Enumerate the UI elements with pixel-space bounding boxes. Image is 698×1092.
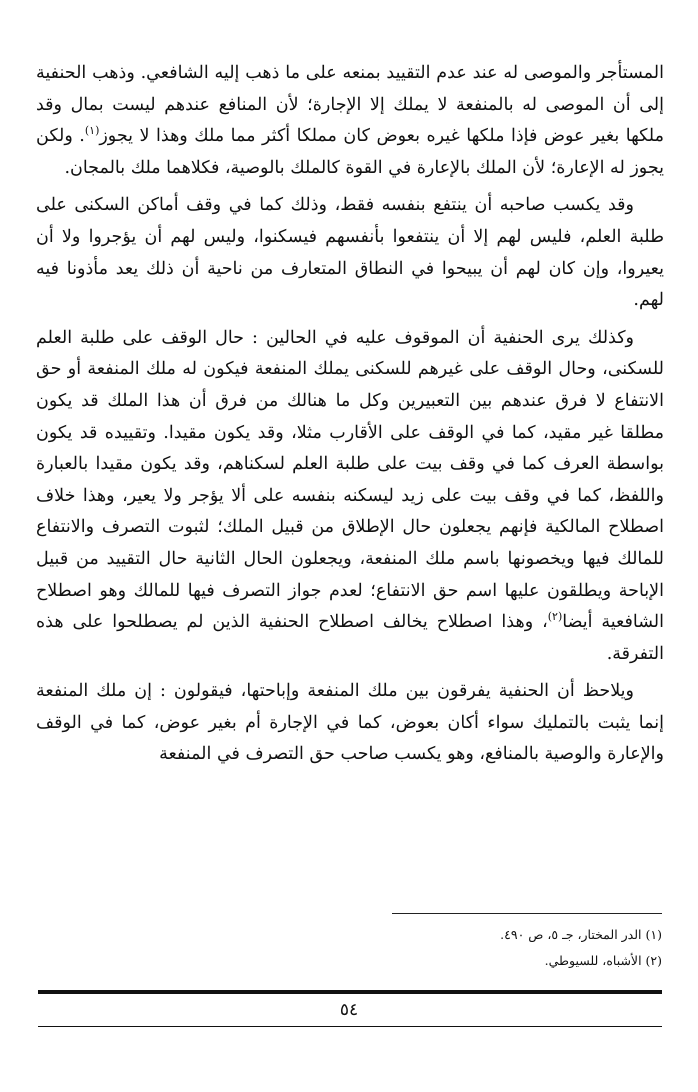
- paragraph-1-part-2: . ولكن يجوز له الإعارة؛ لأن الملك بالإعارة في القوة كالملك بالوصية، فكلاهما ملك بالمجان.: [36, 126, 664, 178]
- footnote-ref-2: (٢): [547, 610, 563, 624]
- paragraph-1-part-1: المستأجر والموصى له عند عدم التقييد بمنعه على ما ذهب إليه الشافعي. وذهب الحنفية إلى أن الموصى له بالمنفعة لا يملك إلا الإجارة؛ لأن المنافع عندهم ليست بمال وقد ملكها بغير عوض فإذا ملكها غيره بعوض كان مملكا أكثر مما ملك وهذا لا يجوز: [36, 63, 664, 147]
- footer-rule-top: [38, 990, 662, 994]
- footnote-1: (١) الدر المختار، جـ ٥، ص ٤٩٠.: [500, 927, 662, 942]
- paragraph-3-part-2: ، وهذا اصطلاح يخالف اصطلاح الحنفية الذين لم يصطلحوا على هذه التفرقة.: [36, 612, 664, 664]
- footnotes: [34, 922, 662, 974]
- footnote-separator: [392, 913, 662, 914]
- paragraph-3: [36, 323, 664, 671]
- paragraph-2: وقد يكسب صاحبه أن ينتفع بنفسه فقط، وذلك كما في وقف أماكن السكنى على طلبة العلم، فليس لهم إلا أن ينتفعوا بأنفسهم فيسكنوا، وليس لهم أن يؤجروا ولا أن يعيروا، وإن كان لهم أن يبيحوا في النطاق المتعارف من ناحية أن ذلك يعد مأذونا فيه لهم.: [36, 195, 664, 311]
- footer-rule-bottom: [38, 1026, 662, 1027]
- footnote-ref-1: (١): [84, 124, 100, 138]
- paragraph-1: [36, 58, 664, 184]
- footnote-2: (٢) الأشباه، للسيوطي.: [544, 953, 662, 968]
- paragraph-4: ويلاحظ أن الحنفية يفرقون بين ملك المنفعة وإباحتها، فيقولون : إن ملك المنفعة إنما يثبت بالتمليك سواء أكان بعوض، كما في الإجارة أم بغير عوض، كما في الوقف والإعارة والوصية بالمنافع، وهو يكسب صاحب حق التصرف في المنفعة: [36, 681, 664, 765]
- page-number: ٥٤: [339, 1000, 359, 1020]
- paragraph-3-part-1: وكذلك يرى الحنفية أن الموقوف عليه في الحالين : حال الوقف على طلبة العلم للسكنى، وحال الوقف على غيرهم للسكنى يملك المنفعة فيكون له ملك المنفعة أو حق الانتفاع لا فرق عندهم بين التعبيرين وكل ما هنالك من فرق أن هذا الملك قد يكون مطلقا غير مقيد، كما في الوقف على الأقارب مثلا، وقد يكون مقيدا. وتقييده قد يكون بواسطة العرف كما في وقف بيت على طلبة العلم لسكناهم، وقد يكون مقيدا بالعبارة واللفظ، كما في وقف بيت على زيد ليسكنه بنفسه على ألا يؤجر ولا يعير، وهذا خلاف اصطلاح المالكية فإنهم يجعلون حال الإطلاق من قبيل الملك؛ لثبوت التصرف والانتفاع للمالك فيها ويخصونها باسم ملك المنفعة، ويجعلون الحال الثانية حال التقييد من قبيل الإباحة ويطلقون عليها اسم حق الانتفاع؛ لعدم جواز التصرف فيها للمالك وهو اصطلاح الشافعية أيضا: [36, 327, 664, 633]
- page-body: [36, 58, 664, 777]
